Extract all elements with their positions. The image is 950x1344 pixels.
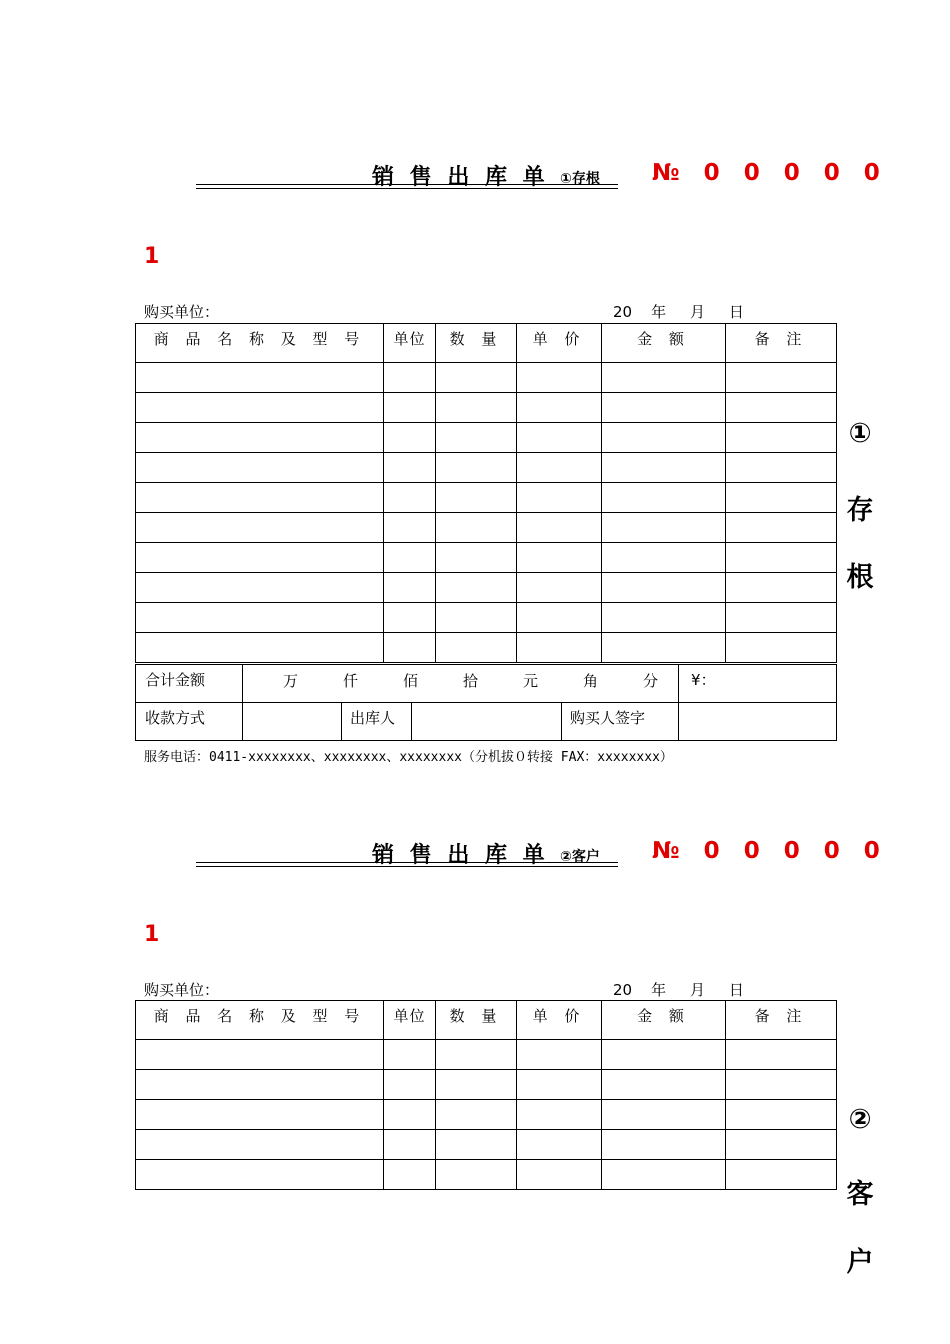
payment-field[interactable] — [243, 703, 342, 741]
col-header-unit: 单位 — [384, 324, 436, 363]
table-cell[interactable] — [384, 633, 436, 663]
table-cell[interactable] — [726, 1130, 837, 1160]
table-cell[interactable] — [384, 1130, 436, 1160]
table-row — [136, 1130, 837, 1160]
table-cell[interactable] — [436, 423, 517, 453]
table-cell[interactable] — [726, 363, 837, 393]
table-row — [136, 543, 837, 573]
col-header-note: 备 注 — [726, 1001, 837, 1040]
table-cell[interactable] — [384, 483, 436, 513]
copy-tag: ②客户 — [560, 849, 600, 865]
table-row — [136, 483, 837, 513]
table-row — [136, 453, 837, 483]
date-label: 20 年 月 日 — [613, 981, 744, 999]
table-cell[interactable] — [136, 573, 384, 603]
col-header-qty: 数 量 — [436, 1001, 517, 1040]
table-cell[interactable] — [602, 543, 726, 573]
table-cell[interactable] — [136, 1040, 384, 1070]
total-label: 合计金额 — [136, 665, 243, 703]
table-cell[interactable] — [384, 1070, 436, 1100]
red-mark: 1 — [144, 922, 160, 947]
table-cell[interactable] — [517, 573, 602, 603]
table-cell[interactable] — [726, 1070, 837, 1100]
table-cell[interactable] — [136, 483, 384, 513]
table-cell[interactable] — [384, 513, 436, 543]
service-footer: 服务电话：0411-xxxxxxxx、xxxxxxxx、xxxxxxxx（分机拔０转接 FAX：xxxxxxxx） — [144, 750, 673, 765]
table-cell[interactable] — [517, 1130, 602, 1160]
side-label-char: 户 — [846, 1247, 874, 1278]
table-cell[interactable] — [517, 453, 602, 483]
table-cell[interactable] — [602, 603, 726, 633]
table-cell[interactable] — [384, 363, 436, 393]
table-cell[interactable] — [726, 633, 837, 663]
table-cell[interactable] — [602, 1100, 726, 1130]
table-cell[interactable] — [136, 423, 384, 453]
table-cell[interactable] — [517, 423, 602, 453]
table-cell[interactable] — [384, 393, 436, 423]
table-cell[interactable] — [436, 1040, 517, 1070]
table-row — [136, 633, 837, 663]
table-cell[interactable] — [517, 363, 602, 393]
unit-label: 角 — [583, 672, 599, 690]
table-cell[interactable] — [517, 543, 602, 573]
table-cell[interactable] — [602, 1130, 726, 1160]
items-table — [135, 323, 837, 663]
buyer-label: 购买单位： — [144, 981, 220, 999]
col-header-unit: 单位 — [384, 1001, 436, 1040]
table-cell[interactable] — [384, 453, 436, 483]
table-cell[interactable] — [436, 393, 517, 423]
table-row — [136, 363, 837, 393]
table-cell[interactable] — [384, 1040, 436, 1070]
col-header-name: 商 品 名 称 及 型 号 — [136, 1001, 384, 1040]
table-cell[interactable] — [136, 1100, 384, 1130]
table-cell[interactable] — [602, 483, 726, 513]
issuer-label: 出库人 — [342, 703, 412, 741]
table-row — [136, 393, 837, 423]
table-cell[interactable] — [517, 633, 602, 663]
table-cell[interactable] — [136, 1160, 384, 1190]
table-cell[interactable] — [436, 573, 517, 603]
table-cell[interactable] — [602, 393, 726, 423]
table-cell[interactable] — [726, 483, 837, 513]
col-header-price: 单 价 — [517, 1001, 602, 1040]
table-cell[interactable] — [436, 633, 517, 663]
table-cell[interactable] — [726, 453, 837, 483]
table-cell[interactable] — [384, 423, 436, 453]
table-cell[interactable] — [136, 1070, 384, 1100]
table-cell[interactable] — [726, 1160, 837, 1190]
table-cell[interactable] — [517, 1070, 602, 1100]
copy-tag: ①存根 — [560, 171, 600, 187]
side-label-char: 根 — [846, 562, 874, 593]
table-cell[interactable] — [436, 603, 517, 633]
serial-number: № 0 0 0 0 0 — [652, 160, 888, 186]
table-cell[interactable] — [517, 483, 602, 513]
table-cell[interactable] — [602, 573, 726, 603]
date-label: 20 年 月 日 — [613, 303, 744, 321]
table-cell[interactable] — [602, 513, 726, 543]
table-cell[interactable] — [436, 1130, 517, 1160]
table-cell[interactable] — [517, 513, 602, 543]
red-mark: 1 — [144, 244, 160, 269]
table-cell[interactable] — [602, 423, 726, 453]
table-cell[interactable] — [726, 393, 837, 423]
unit-label: 拾 — [463, 672, 479, 690]
total-units — [243, 665, 679, 703]
items-table — [135, 1000, 837, 1190]
table-cell[interactable] — [726, 543, 837, 573]
table-row — [136, 1100, 837, 1130]
table-row — [136, 1040, 837, 1070]
table-cell[interactable] — [436, 513, 517, 543]
col-header-price: 单 价 — [517, 324, 602, 363]
table-cell[interactable] — [726, 573, 837, 603]
table-cell[interactable] — [384, 543, 436, 573]
side-label-char: 客 — [846, 1179, 874, 1210]
table-row — [136, 603, 837, 633]
col-header-amount: 金 额 — [602, 324, 726, 363]
table-row — [136, 513, 837, 543]
buyer-sign-label: 购买人签字 — [562, 703, 679, 741]
table-header-row — [136, 1001, 837, 1040]
table-cell[interactable] — [384, 603, 436, 633]
table-cell[interactable] — [436, 543, 517, 573]
issuer-field[interactable] — [412, 703, 562, 741]
unit-label: 元 — [523, 672, 539, 690]
unit-label: 万 — [283, 672, 299, 690]
table-cell[interactable] — [136, 543, 384, 573]
table-cell[interactable] — [602, 633, 726, 663]
table-cell[interactable] — [436, 363, 517, 393]
table-cell[interactable] — [136, 453, 384, 483]
table-cell[interactable] — [136, 603, 384, 633]
table-cell[interactable] — [726, 1100, 837, 1130]
table-row — [136, 1070, 837, 1100]
table-cell[interactable] — [436, 453, 517, 483]
table-cell[interactable] — [384, 1160, 436, 1190]
unit-label: 佰 — [403, 672, 419, 690]
table-cell[interactable] — [384, 573, 436, 603]
form-title: 销 售 出 库 单 — [372, 843, 549, 868]
table-cell[interactable] — [136, 393, 384, 423]
unit-label: 仟 — [343, 672, 359, 690]
table-cell[interactable] — [602, 363, 726, 393]
table-row — [136, 573, 837, 603]
table-cell[interactable] — [602, 1160, 726, 1190]
table-cell[interactable] — [517, 1100, 602, 1130]
col-header-qty: 数 量 — [436, 324, 517, 363]
table-header-row — [136, 324, 837, 363]
table-cell[interactable] — [726, 603, 837, 633]
table-cell[interactable] — [436, 1070, 517, 1100]
table-row — [136, 423, 837, 453]
side-label-number: ② — [848, 1104, 872, 1135]
table-cell[interactable] — [136, 363, 384, 393]
table-cell[interactable] — [726, 1040, 837, 1070]
table-cell[interactable] — [726, 423, 837, 453]
table-cell[interactable] — [136, 633, 384, 663]
table-cell[interactable] — [384, 1100, 436, 1130]
payment-label: 收款方式 — [136, 703, 243, 741]
unit-label: 分 — [643, 672, 659, 690]
form-title: 销 售 出 库 单 — [372, 165, 549, 190]
col-header-name: 商 品 名 称 及 型 号 — [136, 324, 384, 363]
table-cell[interactable] — [136, 513, 384, 543]
table-cell[interactable] — [436, 1100, 517, 1130]
table-cell[interactable] — [602, 1070, 726, 1100]
table-cell[interactable] — [602, 1040, 726, 1070]
table-cell[interactable] — [436, 1160, 517, 1190]
table-cell[interactable] — [436, 483, 517, 513]
table-cell[interactable] — [517, 603, 602, 633]
buyer-label: 购买单位： — [144, 303, 220, 321]
table-cell[interactable] — [136, 1130, 384, 1160]
col-header-amount: 金 额 — [602, 1001, 726, 1040]
buyer-sign-field[interactable] — [679, 703, 837, 741]
table-cell[interactable] — [517, 1160, 602, 1190]
table-cell[interactable] — [517, 1040, 602, 1070]
yen-field[interactable]: ¥： — [679, 665, 837, 703]
table-cell[interactable] — [517, 393, 602, 423]
side-label-char: 存 — [846, 495, 874, 526]
table-cell[interactable] — [726, 513, 837, 543]
side-label-number: ① — [848, 418, 872, 449]
serial-number: № 0 0 0 0 0 — [652, 838, 888, 864]
table-row — [136, 1160, 837, 1190]
table-cell[interactable] — [602, 453, 726, 483]
summary-table — [135, 664, 837, 741]
col-header-note: 备 注 — [726, 324, 837, 363]
